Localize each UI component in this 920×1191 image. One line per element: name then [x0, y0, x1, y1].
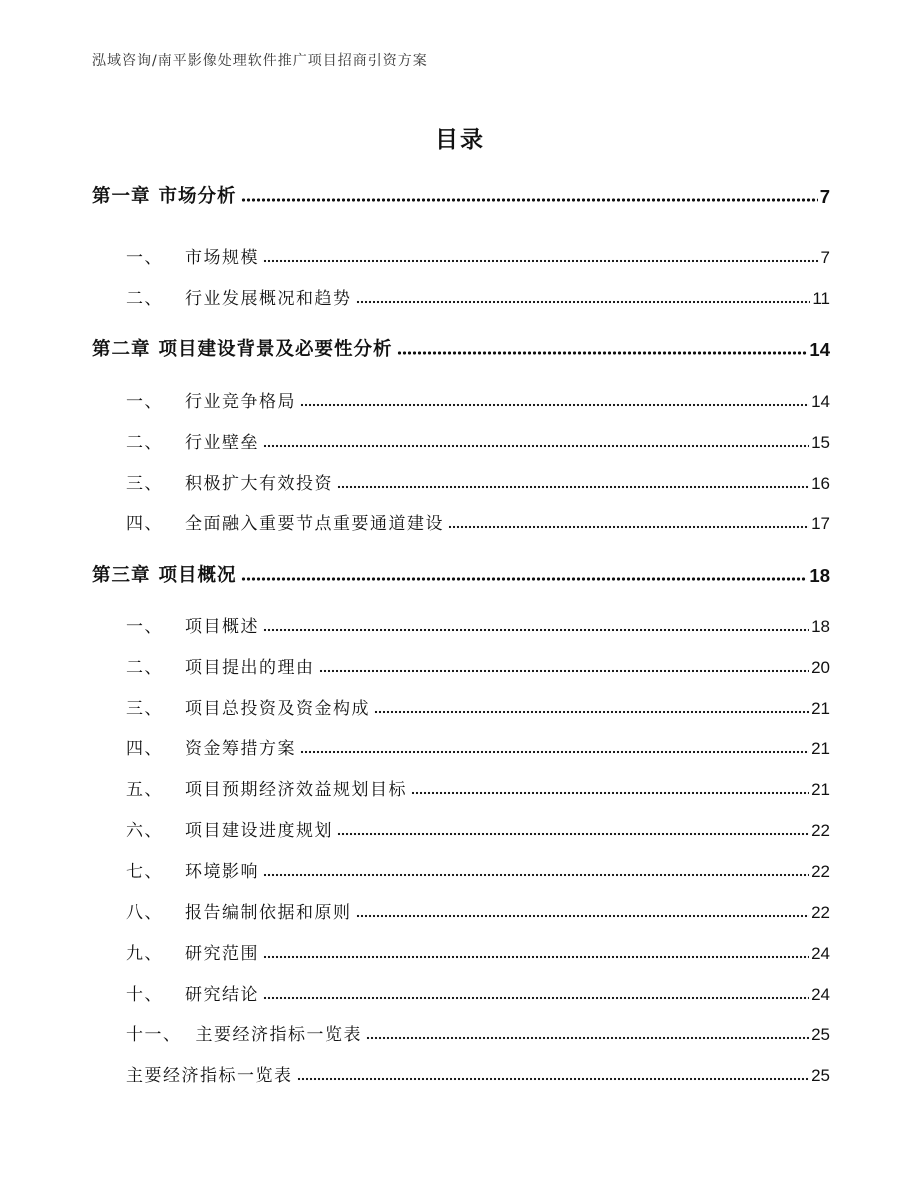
toc-entry-number: 二、 [126, 658, 163, 678]
toc-entry-label: 报告编制依据和原则 [185, 903, 352, 923]
toc-entry-number: 一、 [126, 248, 163, 268]
toc-entry-label: 项目概况 [158, 565, 237, 586]
toc-entry-label: 主要经济指标一览表 [126, 1066, 293, 1086]
toc-entry-page: 7 [819, 186, 830, 207]
toc-title: 目录 [435, 127, 485, 153]
toc-entry-label: 项目提出的理由 [185, 658, 315, 678]
toc-entry-number: 九、 [126, 944, 163, 964]
dot-leader [356, 299, 811, 305]
toc-entry-chapter[interactable] [92, 186, 830, 208]
toc-entry-page: 20 [811, 658, 830, 677]
dot-leader [241, 197, 818, 203]
toc-entry-page: 11 [812, 289, 830, 308]
toc-entry-page: 24 [811, 944, 830, 963]
toc-entry-section[interactable] [126, 657, 830, 679]
dot-leader [319, 668, 810, 674]
toc-entry-number: 十一、 [126, 1025, 182, 1045]
toc-entry-section[interactable] [126, 1065, 830, 1087]
dot-leader [263, 627, 809, 633]
toc-entry-page: 21 [811, 780, 830, 799]
toc-entry-label: 项目概述 [185, 617, 259, 637]
toc-entry-section[interactable] [126, 820, 830, 842]
toc-entry-page: 25 [811, 1025, 830, 1044]
dot-leader [297, 1076, 810, 1082]
dot-leader [263, 995, 809, 1001]
toc-entry-label: 项目建设背景及必要性分析 [158, 339, 393, 360]
toc-entry-number: 第一章 [92, 186, 151, 207]
dot-leader [300, 749, 809, 755]
toc-entry-page: 21 [811, 739, 830, 758]
toc-entry-section[interactable] [126, 473, 830, 495]
dot-leader [411, 790, 809, 796]
toc-entry-section[interactable] [126, 288, 830, 310]
toc-entry-section[interactable] [126, 513, 830, 535]
toc-entry-label: 资金筹措方案 [185, 739, 296, 759]
toc-entry-chapter[interactable] [92, 339, 830, 361]
toc-entry-section[interactable] [126, 1024, 830, 1046]
toc-entry-section[interactable] [126, 391, 830, 413]
toc-entry-chapter[interactable] [92, 565, 830, 587]
toc-entry-page: 17 [811, 514, 830, 533]
toc-entry-number: 二、 [126, 289, 163, 309]
toc-entry-number: 四、 [126, 739, 163, 759]
toc-entry-page: 14 [809, 339, 830, 360]
dot-leader [337, 484, 809, 490]
toc-entry-label: 研究范围 [185, 944, 259, 964]
dot-leader [397, 350, 808, 356]
toc-entry-page: 21 [811, 699, 830, 718]
toc-entry-section[interactable] [126, 698, 830, 720]
toc-entry-section[interactable] [126, 738, 830, 760]
toc-entry-number: 七、 [126, 862, 163, 882]
toc-entry-page: 25 [811, 1066, 830, 1085]
dot-leader [337, 831, 809, 837]
dot-leader [263, 443, 809, 449]
toc-entry-page: 16 [811, 474, 830, 493]
toc-entry-label: 行业竞争格局 [185, 392, 296, 412]
toc-entry-section[interactable] [126, 943, 830, 965]
toc-entry-section[interactable] [126, 902, 830, 924]
toc-entry-number: 八、 [126, 903, 163, 923]
toc-entry-page: 22 [811, 903, 830, 922]
toc-entry-page: 18 [811, 617, 830, 636]
toc-entry-number: 三、 [126, 474, 163, 494]
toc-entry-section[interactable] [126, 779, 830, 801]
toc-entry-number: 一、 [126, 617, 163, 637]
dot-leader [366, 1035, 809, 1041]
toc-entry-label: 项目预期经济效益规划目标 [185, 780, 407, 800]
toc-entry-number: 四、 [126, 514, 163, 534]
toc-entry-number: 第二章 [92, 339, 151, 360]
toc-entry-label: 行业壁垒 [185, 433, 259, 453]
toc-entry-number: 二、 [126, 433, 163, 453]
dot-leader [241, 576, 808, 582]
toc-entry-page: 22 [811, 862, 830, 881]
toc-entry-number: 第三章 [92, 565, 151, 586]
toc-entry-label: 主要经济指标一览表 [195, 1025, 362, 1045]
toc-entry-label: 市场规模 [185, 248, 259, 268]
toc-entry-page: 15 [811, 433, 830, 452]
toc-entry-section[interactable] [126, 984, 830, 1006]
toc-entry-label: 项目建设进度规划 [185, 821, 333, 841]
running-header: 泓域咨询/南平影像处理软件推广项目招商引资方案 [92, 53, 428, 69]
toc-entry-page: 14 [811, 392, 830, 411]
toc-entry-number: 六、 [126, 821, 163, 841]
toc-entry-number: 一、 [126, 392, 163, 412]
toc-entry-page: 7 [820, 248, 830, 267]
dot-leader [448, 524, 809, 530]
toc-entry-label: 研究结论 [185, 985, 259, 1005]
toc-entry-section[interactable] [126, 247, 830, 269]
toc-entry-section[interactable] [126, 861, 830, 883]
dot-leader [300, 402, 809, 408]
toc-entry-label: 环境影响 [185, 862, 259, 882]
toc-entry-label: 全面融入重要节点重要通道建设 [185, 514, 444, 534]
toc-entry-label: 项目总投资及资金构成 [185, 699, 370, 719]
toc-entry-number: 五、 [126, 780, 163, 800]
toc-entry-label: 积极扩大有效投资 [185, 474, 333, 494]
toc-entry-number: 三、 [126, 699, 163, 719]
toc-entry-number: 十、 [126, 985, 163, 1005]
dot-leader [263, 258, 819, 264]
dot-leader [374, 709, 809, 715]
toc-entry-page: 18 [809, 565, 830, 586]
toc-entry-section[interactable] [126, 432, 830, 454]
dot-leader [263, 872, 809, 878]
toc-entry-page: 22 [811, 821, 830, 840]
dot-leader [263, 954, 809, 960]
dot-leader [356, 913, 810, 919]
toc-entry-label: 行业发展概况和趋势 [185, 289, 352, 309]
toc-entry-section[interactable] [126, 616, 830, 638]
toc-entry-page: 24 [811, 985, 830, 1004]
toc-entry-label: 市场分析 [158, 186, 237, 207]
